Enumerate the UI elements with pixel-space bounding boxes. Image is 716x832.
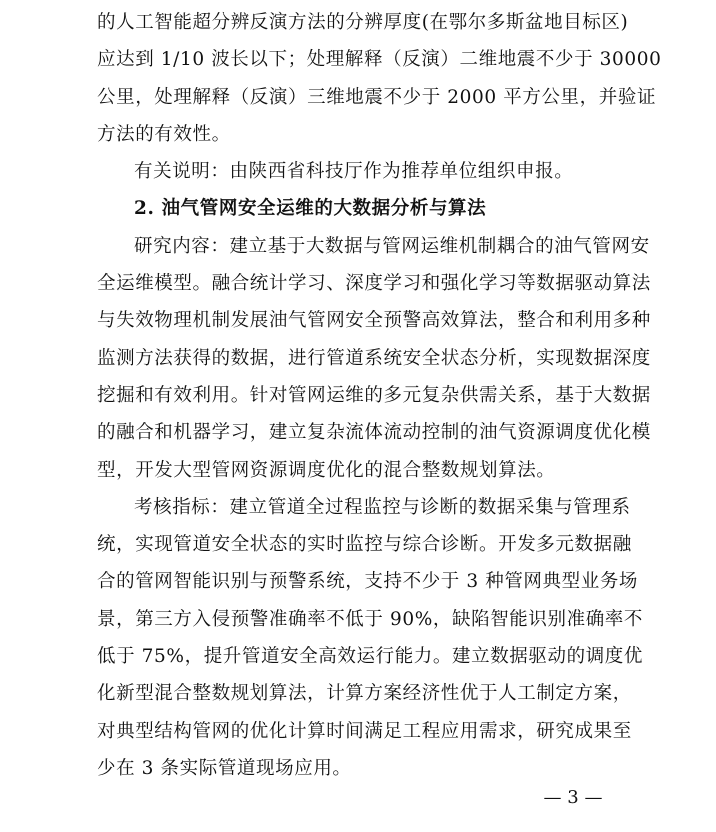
section-heading: 2. 油气管网安全运维的大数据分析与算法: [134, 198, 487, 220]
text-line: 方法的有效性。: [97, 123, 231, 145]
text-line: 合的管网智能识别与预警系统，支持不少于 3 种管网典型业务场: [97, 571, 639, 593]
text-line: 景，第三方入侵预警准确率不低于 90%，缺陷智能识别准确率不: [97, 608, 644, 630]
text-line: 应达到 1/10 波长以下；处理解释（反演）二维地震不少于 30000: [97, 49, 662, 71]
text-line: 对典型结构管网的优化计算时间满足工程应用需求，研究成果至: [97, 720, 632, 742]
text-line: 低于 75%，提升管道安全高效运行能力。建立数据驱动的调度优: [97, 646, 644, 668]
text-line: 与失效物理机制发展油气管网安全预警高效算法，整合和利用多种: [97, 310, 651, 332]
text-line: 的人工智能超分辨反演方法的分辨厚度(在鄂尔多斯盆地目标区): [97, 12, 629, 33]
text-line: 化新型混合整数规划算法，计算方案经济性优于人工制定方案，: [97, 683, 632, 705]
text-line: 考核指标：建立管道全过程监控与诊断的数据采集与管理系: [134, 496, 631, 518]
text-line: 监测方法获得的数据，进行管道系统安全状态分析，实现数据深度: [97, 347, 651, 369]
text-line: 全运维模型。融合统计学习、深度学习和强化学习等数据驱动算法: [97, 273, 651, 295]
page-number: — 3 —: [543, 787, 603, 808]
text-line: 统，实现管道安全状态的实时监控与综合诊断。开发多元数据融: [97, 534, 632, 556]
text-line: 研究内容：建立基于大数据与管网运维机制耦合的油气管网安: [134, 235, 650, 257]
text-line: 挖掘和有效利用。针对管网运维的多元复杂供需关系，基于大数据: [97, 384, 651, 406]
document-body: [97, 4, 662, 787]
text-line: 的融合和机器学习，建立复杂流体流动控制的油气资源调度优化模: [97, 422, 651, 444]
text-line: 公里，处理解释（反演）三维地震不少于 2000 平方公里，并验证: [97, 86, 657, 108]
text-line: 少在 3 条实际管道现场应用。: [97, 757, 352, 779]
text-line: 型，开发大型管网资源调度优化的混合整数规划算法。: [97, 459, 556, 481]
note-line: 有关说明：由陕西省科技厅作为推荐单位组织申报。: [134, 161, 574, 183]
